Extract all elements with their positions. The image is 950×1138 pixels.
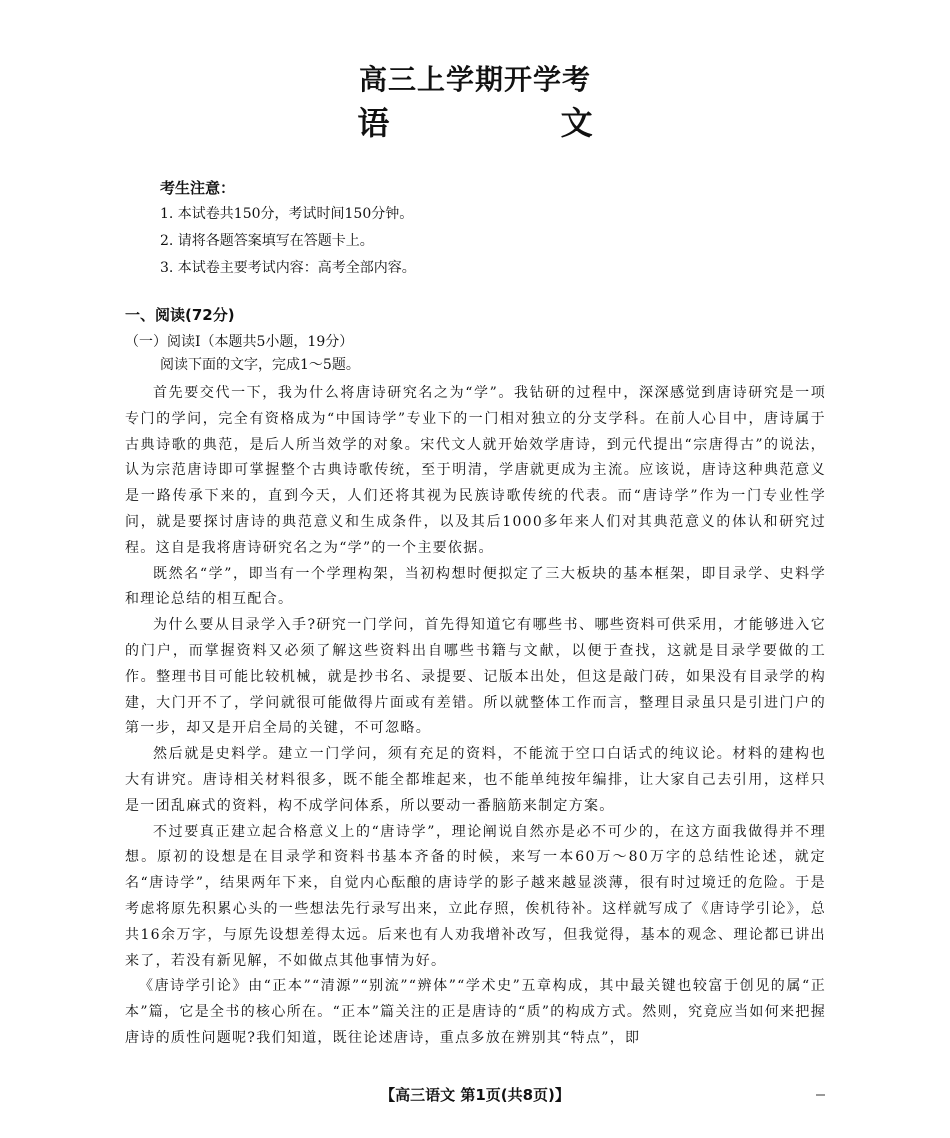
passage-paragraph: 首先要交代一下，我为什么将唐诗研究名之为“学”。我钻研的过程中，深深感觉到唐诗研究是一项专门的学问，完全有资格成为“中国诗学”专业下的一门相对独立的分支学科。在前人心目中，唐诗属于古典诗歌的典范，是后人所当效学的对象。宋代文人就开始效学唐诗，到元代提出“宗唐得古”的说法，认为宗范唐诗即可掌握整个古典诗歌传统，至于明清，学唐就更成为主流。应该说，唐诗这种典范意义是一路传承下来的，直到今天，人们还将其视为民族诗歌传统的代表。而“唐诗学”作为一门专业性学问，就是要探讨唐诗的典范意义和生成条件，以及其后1000多年来人们对其典范意义的体认和研究过程。这自是我将唐诗研究名之为“学”的一个主要依据。 — [125, 385, 826, 556]
notice-item: 3. 本试卷主要考试内容：高考全部内容。 — [160, 260, 416, 276]
corner-mark — [816, 1094, 825, 1096]
notice-title: 考生注意： — [160, 179, 236, 197]
passage-paragraph: 然后就是史料学。建立一门学问，须有充足的资料，不能流于空口白话式的纯议论。材料的建构也大有讲究。唐诗相关材料很多，既不能全都堆起来，也不能单纯按年编排，让大家自己去引用，这样只是一团乱麻式的资料，构不成学问体系，所以要动一番脑筋来制定方案。 — [125, 746, 826, 814]
exam-notice — [160, 175, 800, 282]
passage-paragraph: 不过要真正建立起合格意义上的“唐诗学”，理论阐说自然亦是必不可少的，在这方面我做得并不理想。原初的设想是在目录学和资料书基本齐备的时候，来写一本60万～80万字的总结性论述，就定名“唐诗学”，结果两年下来，自觉内心酝酿的唐诗学的影子越来越显淡薄，很有时过境迁的危险。于是考虑将原先积累心头的一些想法先行录写出来，立此存照，俟机待补。这样就写成了《唐诗学引论》，总共16余万字，与原先设想差得太远。后来也有人劝我增补改写，但我觉得，基本的观念、理论都已讲出来了，若没有新见解，不如做点其他事情为好。 — [125, 823, 826, 969]
section-title: 一、阅读(72分) — [125, 306, 235, 324]
reading-passage — [125, 381, 826, 1052]
subject-title: 语 文 — [357, 104, 673, 142]
notice-item: 1. 本试卷共150分，考试时间150分钟。 — [160, 206, 414, 222]
reading-instruction: 阅读下面的文字，完成1～5题。 — [160, 357, 360, 373]
passage-paragraph: 《唐诗学引论》由“正本”“清源”“别流”“辨体”“学术史”五章构成，其中最关键也较富于创见的属“正本”篇，它是全书的核心所在。“正本”篇关注的正是唐诗的“质”的构成方式。然则，究竟应当如何来把握唐诗的质性问题呢?我们知道，既往论述唐诗，重点多放在辨别其“特点”，即 — [125, 978, 826, 1046]
passage-paragraph: 既然名“学”，即当有一个学理构架，当初构想时便拟定了三大板块的基本框架，即目录学、史料学和理论总结的相互配合。 — [125, 565, 826, 608]
passage-paragraph: 为什么要从目录学入手?研究一门学问，首先得知道它有哪些书、哪些资料可供采用，才能够进入它的门户，而掌握资料又必须了解这些资料出自哪些书籍与文献，以便于查找，这就是目录学要做的工作。整理书目可能比较机械，就是抄书名、录提要、记版本出处，但这是敲门砖，如果没有目录学的构建，大门开不了，学问就很可能做得片面或有差错。所以就整体工作而言，整理目录虽只是引进门户的第一步，却又是开启全局的关键，不可忽略。 — [125, 617, 826, 737]
exam-title: 高三上学期开学考 — [358, 63, 591, 96]
notice-item: 2. 请将各题答案填写在答题卡上。 — [160, 233, 374, 249]
subsection-title: （一）阅读Ⅰ（本题共5小题，19分） — [125, 334, 354, 350]
page-footer: 【高三语文 第1页(共8页)】 — [380, 1086, 570, 1104]
